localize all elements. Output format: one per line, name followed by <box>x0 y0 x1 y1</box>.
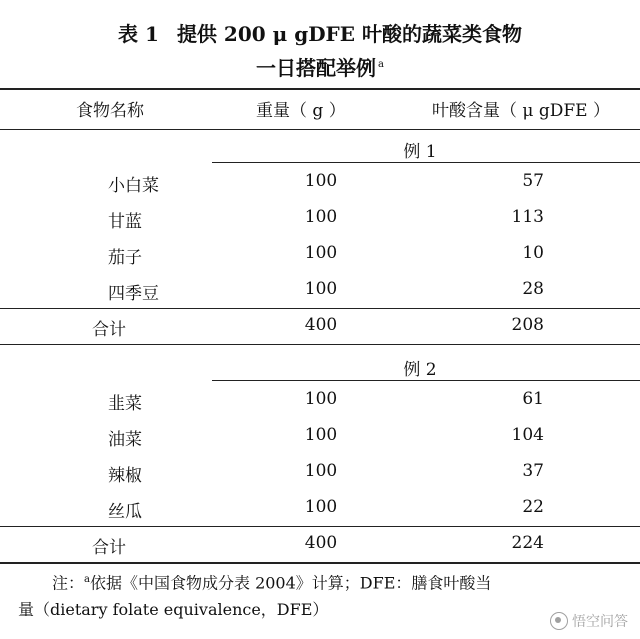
table-row-food: 丝瓜 <box>108 502 142 522</box>
total-weight: 400 <box>304 315 338 335</box>
table-row-folate: 37 <box>522 461 544 481</box>
table-row-folate: 104 <box>511 425 544 445</box>
table-row-weight: 100 <box>304 243 338 263</box>
table-row-food: 韭菜 <box>108 394 142 414</box>
table-row-food: 茄子 <box>108 248 142 268</box>
footnote-prefix: 注： <box>52 573 85 593</box>
table-row-folate: 28 <box>522 279 544 299</box>
total-weight: 400 <box>304 533 338 553</box>
table-row-weight: 100 <box>304 497 338 517</box>
table-row-weight: 100 <box>304 425 338 445</box>
table-row-food: 四季豆 <box>108 284 159 304</box>
top-rule <box>0 88 640 90</box>
table-row-food: 小白菜 <box>108 176 159 196</box>
table-row-weight: 100 <box>304 207 338 227</box>
section-2-subrule <box>212 380 640 381</box>
footnote-text: 依据《中国食物成分表 2004》计算；DFE：膳食叶酸当 <box>89 573 492 593</box>
header-food: 食物名称 <box>76 101 144 121</box>
total-label: 合计 <box>92 320 126 340</box>
section-divider <box>0 344 640 345</box>
table-row-folate: 113 <box>511 207 544 227</box>
header-folate: 叶酸含量（ μ gDFE ） <box>432 101 610 121</box>
total-1-rule <box>0 308 640 309</box>
footnote-marker: a <box>84 574 90 585</box>
table-row-folate: 22 <box>522 497 544 517</box>
table-number: 表 1 <box>118 22 159 46</box>
section-label-2: 例 2 <box>403 360 437 380</box>
title-footnote-marker: a <box>378 59 384 71</box>
table-row-folate: 61 <box>522 389 544 409</box>
table-row-food: 油菜 <box>108 430 142 450</box>
table-row-weight: 100 <box>304 389 338 409</box>
table-title <box>0 18 640 47</box>
section-1-subrule <box>212 162 640 163</box>
table-row-weight: 100 <box>304 171 338 191</box>
table-subtitle-text: 一日搭配举例 <box>256 56 377 80</box>
table-row-food: 辣椒 <box>108 466 142 486</box>
table-row-folate: 57 <box>522 171 544 191</box>
bottom-rule <box>0 562 640 564</box>
header-weight: 重量（ g ） <box>256 101 346 121</box>
section-label-1: 例 1 <box>403 142 437 162</box>
footnote-line-2: 量（dietary folate equivalence，DFE） <box>18 600 329 619</box>
circle-logo-icon <box>550 612 568 630</box>
footnote-line-1 <box>52 567 632 596</box>
total-label: 合计 <box>92 538 126 558</box>
table-title-text: 提供 200 μ gDFE 叶酸的蔬菜类食物 <box>176 22 522 46</box>
total-folate: 224 <box>511 533 544 553</box>
total-folate: 208 <box>511 315 544 335</box>
table-row-food: 甘蓝 <box>108 212 142 232</box>
table-row-folate: 10 <box>522 243 544 263</box>
watermark <box>550 611 628 631</box>
total-2-rule <box>0 526 640 527</box>
table-row-weight: 100 <box>304 461 338 481</box>
header-rule <box>0 129 640 130</box>
table-row-weight: 100 <box>304 279 338 299</box>
watermark-text: 悟空问答 <box>572 614 628 630</box>
table-subtitle <box>0 52 640 81</box>
